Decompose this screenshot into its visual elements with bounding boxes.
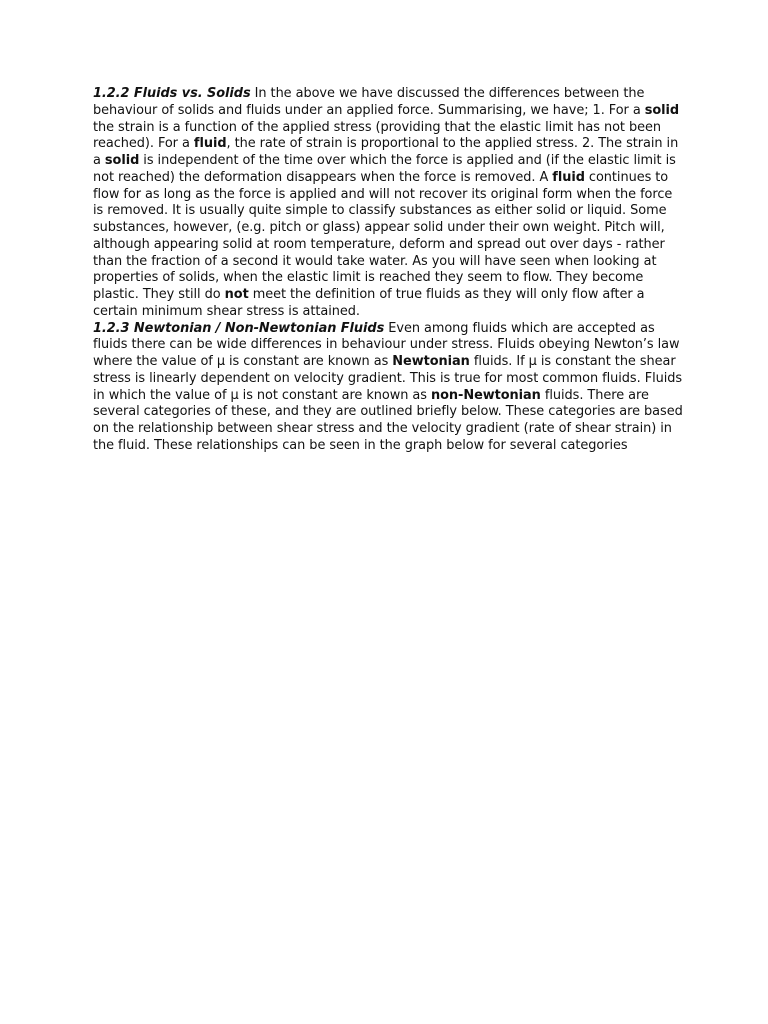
- section-heading: 1.2.3 Newtonian / Non-Newtonian Fluids: [93, 320, 385, 336]
- body-text: is independent of the time over which the force is applied and (if the elastic limit is not reached) the deformation disappears when the force is removed. A: [93, 153, 676, 185]
- body-text: Even among fluids which are accepted as fluids there can be wide differences in behaviour under stress. Fluids obeying Newton’s law where the value of µ is constant are known as: [93, 320, 680, 369]
- bold-term: Newtonian: [392, 354, 470, 369]
- body-text: continues to flow for as long as the force is applied and will not recover its original form when the force is removed. It is usually quite simple to classify substances as either solid or liquid. Some substances, however, (e.g. pitch or glass) appear solid under their own weight. Pitch will, although appearing solid at room temperature, deform and spread out over days - rather than the fraction of a second it would take water. As you will have seen when looking at properties of solids, when the elastic limit is reached they seem to flow. They become plastic. They still do: [93, 169, 673, 302]
- section-newtonian-fluids: [93, 321, 683, 455]
- bold-term: solid: [104, 153, 140, 168]
- bold-term: not: [224, 287, 249, 302]
- bold-term: fluid: [552, 169, 585, 185]
- body-text: fluids. If µ is constant the shear stress is linearly dependent on velocity gradient. This is true for most common fluids. Fluids in which the value of µ is not constant are known as: [93, 354, 683, 403]
- document-page: [93, 86, 683, 455]
- body-text: fluids. There are several categories of these, and they are outlined briefly below. These categories are based on the relationship between shear stress and the velocity gradient (rate of shear strain) in the fluid. These relationships can be seen in the graph below for several categories: [93, 387, 683, 453]
- body-text: , the rate of strain is proportional to the applied stress. 2. The strain in a: [93, 136, 679, 168]
- section-fluids-vs-solids: [93, 86, 683, 321]
- body-text: In the above we have discussed the differences between the behaviour of solids and fluids under an applied force. Summarising, we have; 1. For a: [93, 86, 645, 118]
- bold-term: solid: [644, 102, 680, 118]
- bold-term: fluid: [193, 136, 227, 152]
- section-heading: 1.2.2 Fluids vs. Solids: [93, 86, 251, 101]
- body-text: the strain is a function of the applied stress (providing that the elastic limit has not been reached). For a: [93, 119, 662, 152]
- bold-term: non-Newtonian: [430, 387, 541, 403]
- body-text: meet the definition of true fluids as they will only flow after a certain minimum shear stress is attained.: [93, 287, 645, 319]
